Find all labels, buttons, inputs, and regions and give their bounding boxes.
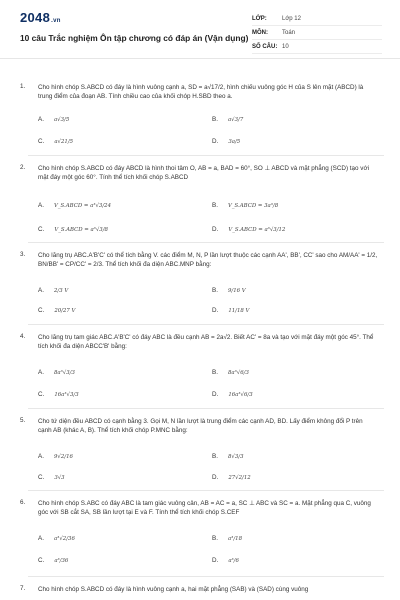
option-a[interactable] xyxy=(38,202,111,209)
option-label: D. xyxy=(212,391,219,398)
option-label: D. xyxy=(212,557,219,564)
option-label: C. xyxy=(38,391,45,398)
question-text: Cho hình chóp S.ABCD có đáy ABCD là hình thoi tâm O, AB = a, BAD = 60°, SO ⊥ ABCD và mặt phẳng (SCD) tạo với mặt đáy một góc 60°. Tính thể tích khối chóp S.ABCD xyxy=(38,165,369,181)
question-number: 5. xyxy=(20,417,26,424)
divider xyxy=(28,408,384,409)
info-row-class xyxy=(252,12,382,26)
option-label: D. xyxy=(212,226,219,233)
option-value: 27√2/12 xyxy=(228,474,251,481)
question-number: 3. xyxy=(20,251,26,258)
option-a[interactable] xyxy=(38,287,68,294)
option-label: C. xyxy=(38,557,45,564)
logo-suffix: .vn xyxy=(51,18,61,24)
option-c[interactable] xyxy=(38,391,79,398)
option-label: A. xyxy=(38,116,44,123)
divider xyxy=(28,324,384,325)
option-c[interactable] xyxy=(38,226,108,233)
option-b[interactable] xyxy=(212,287,246,294)
option-value: V_S.ABCD = 3a³/8 xyxy=(227,202,279,209)
option-value: a√3/5 xyxy=(53,116,70,123)
option-value: a³/18 xyxy=(227,535,243,542)
option-c[interactable] xyxy=(38,307,75,314)
logo-text: 2048 xyxy=(20,10,51,25)
option-a[interactable] xyxy=(38,116,69,123)
option-d[interactable] xyxy=(212,307,249,314)
option-d[interactable] xyxy=(212,138,240,145)
info-key: LỚP: xyxy=(252,15,267,22)
divider xyxy=(28,242,384,243)
option-value: V_S.ABCD = a³√3/8 xyxy=(54,226,108,233)
option-value: 9/16 V xyxy=(227,287,246,294)
info-row-count xyxy=(252,40,382,54)
option-value: a³/6 xyxy=(228,557,239,564)
option-d[interactable] xyxy=(212,474,251,481)
divider xyxy=(28,155,384,156)
option-value: 20/27 V xyxy=(54,307,76,314)
option-d[interactable] xyxy=(212,391,253,398)
info-table xyxy=(252,12,382,54)
question-number: 2. xyxy=(20,164,26,171)
option-label: B. xyxy=(212,287,218,294)
option-b[interactable] xyxy=(212,116,243,123)
question-number: 6. xyxy=(20,499,26,506)
option-label: A. xyxy=(38,535,44,542)
option-label: D. xyxy=(212,307,219,314)
option-d[interactable] xyxy=(212,557,239,564)
question-number: 4. xyxy=(20,333,26,340)
info-value: 10 xyxy=(282,43,289,50)
option-d[interactable] xyxy=(212,226,285,233)
option-value: 3√3 xyxy=(54,474,65,481)
info-value: Toán xyxy=(282,29,296,36)
site-logo[interactable] xyxy=(20,10,61,25)
option-label: B. xyxy=(212,535,218,542)
question-number: 1. xyxy=(20,83,26,90)
option-b[interactable] xyxy=(212,202,278,209)
option-label: D. xyxy=(212,474,219,481)
option-c[interactable] xyxy=(38,474,65,481)
option-value: a³√2/36 xyxy=(53,535,75,542)
option-label: C. xyxy=(38,307,45,314)
info-row-subject xyxy=(252,26,382,40)
option-value: 9√2/16 xyxy=(53,453,73,460)
option-label: D. xyxy=(212,138,219,145)
question-text: Cho hình chóp S.ABCD có đáy là hình vuông cạnh a, hai mặt phẳng (SAB) và (SAD) cùng vuông xyxy=(38,586,309,593)
option-value: a√21/5 xyxy=(54,138,74,145)
option-b[interactable] xyxy=(212,453,244,460)
info-key: MÔN: xyxy=(252,29,268,36)
option-label: B. xyxy=(212,116,218,123)
option-value: V_S.ABCD = a³√3/12 xyxy=(228,226,286,233)
info-key: SỐ CÂU: xyxy=(252,43,278,50)
option-label: C. xyxy=(38,226,45,233)
option-value: 16a³√3/3 xyxy=(54,391,79,398)
option-c[interactable] xyxy=(38,138,73,145)
question-number: 7. xyxy=(20,585,26,592)
question-text: Cho tứ diện đều ABCD có cạnh bằng 3. Gọi M, N lần lượt là trung điểm các cạnh AD, BD. Lấy điểm không đổi P trên cạnh AB (khác A, B). Thể tích khối chóp P.MNC bằng: xyxy=(38,418,363,434)
question-text: Cho lăng trụ ABC.A'B'C' có thể tích bằng V. các điểm M, N, P lần lượt thuộc các cạnh AA', BB', CC' sao cho AM/AA' = 1/2, BN/BB' = CP/CC' = 2/3. Thể tích khối đa diện ABC.MNP bằng: xyxy=(38,252,378,268)
option-value: 16a³√6/3 xyxy=(228,391,253,398)
option-value: 8a³√3/3 xyxy=(53,369,75,376)
option-label: B. xyxy=(212,369,218,376)
question-text: Cho hình chóp S.ABC có đáy ABC là tam giác vuông cân, AB = AC = a, SC ⊥ ABC và SC = a. Mặt phẳng qua C, vuông góc với SB cắt SA, SB lần lượt tại E và F. Tính thể tích khối chóp S.CEF xyxy=(38,500,371,516)
option-value: 11/18 V xyxy=(228,307,250,314)
option-value: a√3/7 xyxy=(227,116,244,123)
page-header xyxy=(0,0,400,59)
option-label: B. xyxy=(212,202,218,209)
option-value: 8a³√6/3 xyxy=(227,369,249,376)
page-title: 10 câu Trắc nghiệm Ôn tập chương có đáp án (Vận dụng) xyxy=(20,33,249,43)
option-b[interactable] xyxy=(212,535,242,542)
option-value: 3a/5 xyxy=(228,138,241,145)
option-label: A. xyxy=(38,202,44,209)
option-a[interactable] xyxy=(38,369,75,376)
option-label: A. xyxy=(38,369,44,376)
info-value: Lớp 12 xyxy=(282,15,301,22)
divider xyxy=(28,490,384,491)
option-value: a³/36 xyxy=(54,557,69,564)
option-label: A. xyxy=(38,453,44,460)
option-a[interactable] xyxy=(38,535,75,542)
option-label: C. xyxy=(38,474,45,481)
question-text: Cho lăng trụ tam giác ABC.A'B'C' có đáy ABC là đều cạnh AB = 2a√2. Biết AC' = 8a và tạo với mặt đáy một góc 45°. Thể tích khối đa diện ABCC'B' bằng: xyxy=(38,334,374,350)
option-label: C. xyxy=(38,138,45,145)
option-value: 8√3/3 xyxy=(227,453,244,460)
divider xyxy=(28,576,384,577)
option-label: B. xyxy=(212,453,218,460)
option-c[interactable] xyxy=(38,557,68,564)
option-b[interactable] xyxy=(212,369,249,376)
option-value: V_S.ABCD = a³√3/24 xyxy=(53,202,112,209)
option-a[interactable] xyxy=(38,453,73,460)
option-label: A. xyxy=(38,287,44,294)
question-text: Cho hình chóp S.ABCD có đáy là hình vuông cạnh a, SD = a√17/2, hình chiếu vuông góc H của S lên mặt (ABCD) là trung điểm của đoạn AB. Tính chiều cao của khối chóp H.SBD theo a. xyxy=(38,84,364,100)
option-value: 2/3 V xyxy=(53,287,69,294)
